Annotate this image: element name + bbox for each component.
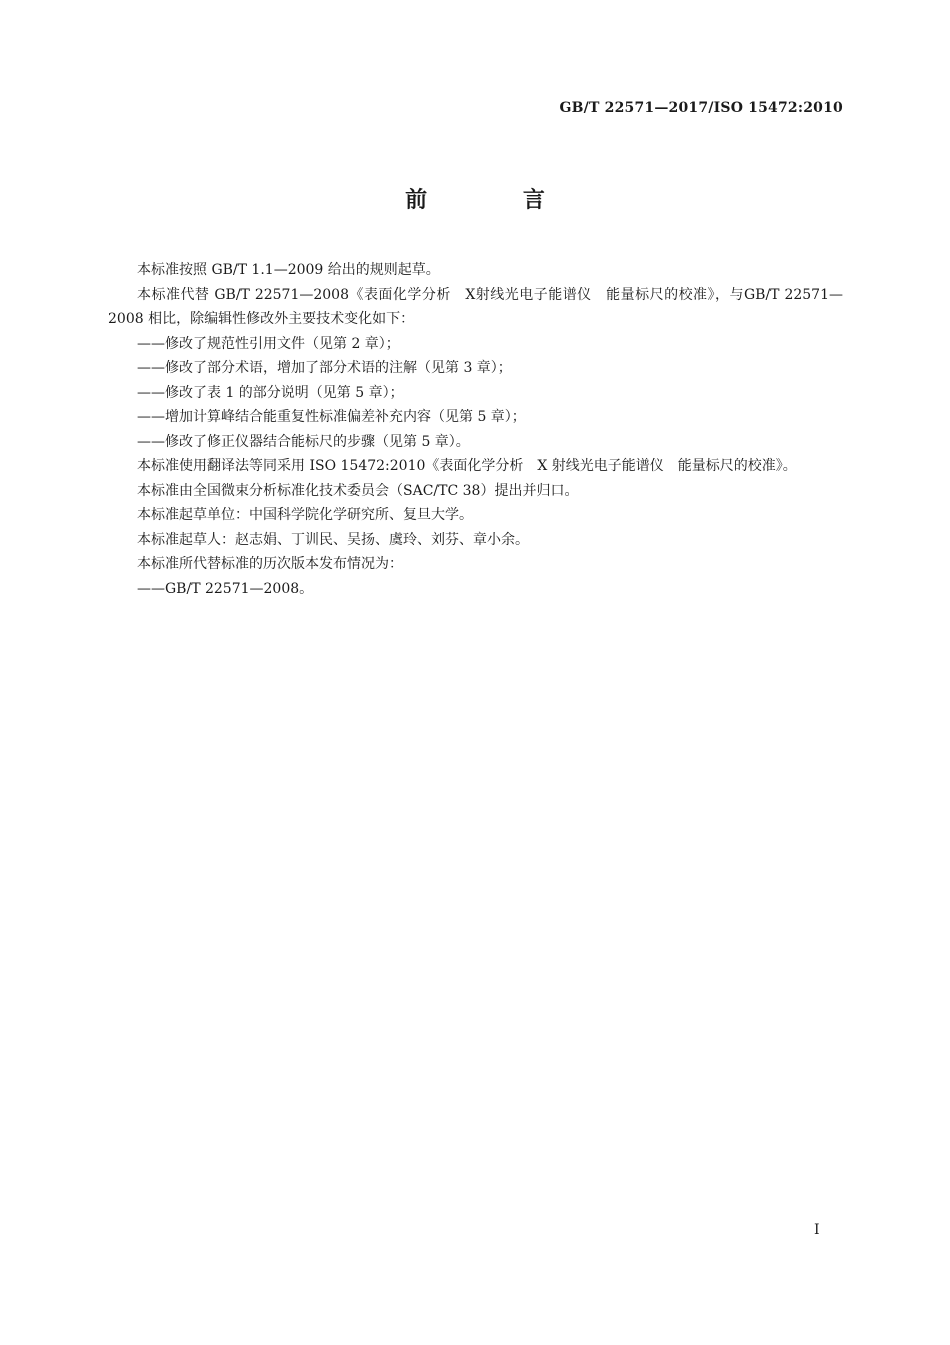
page-title: 前 言 [405, 188, 589, 213]
paragraph-proposer: 本标准由全国微束分析标准化技术委员会（SAC/TC 38）提出并归口。 [137, 482, 579, 499]
paragraph-replacement: 本标准代替 GB/T 22571—2008《表面化学分析 X射线光电子能谱仪 能量标尺的校准》，与GB/T 22571—2008 相比，除编辑性修改外主要技术变化如下： [108, 286, 843, 327]
foreword-body [108, 258, 843, 601]
paragraph-drafting-units: 本标准起草单位：中国科学院化学研究所、复旦大学。 [137, 507, 473, 523]
list-item-add-std-deviation: ——增加计算峰结合能重复性标准偏差补充内容（见第 5 章）； [137, 409, 526, 425]
page-number: I [814, 1222, 820, 1238]
paragraph-previous-editions: 本标准所代替标准的历次版本发布情况为： [137, 556, 403, 572]
paragraph-adoption: 本标准使用翻译法等同采用 ISO 15472:2010《表面化学分析 X 射线光电子能谱仪 能量标尺的校准》。 [137, 458, 797, 474]
standard-code: GB/T 22571—2017/ISO 15472:2010 [559, 100, 843, 116]
list-item-change-terms: ——修改了部分术语，增加了部分术语的注解（见第 3 章）； [137, 360, 512, 376]
paragraph-drafting-rules: 本标准按照 GB/T 1.1—2009 给出的规则起草。 [137, 262, 440, 278]
list-item-change-table1: ——修改了表 1 的部分说明（见第 5 章）； [137, 384, 404, 401]
list-item-change-correction-steps: ——修改了修正仪器结合能标尺的步骤（见第 5 章）。 [137, 433, 470, 450]
list-item-previous-edition: ——GB/T 22571—2008。 [137, 580, 314, 597]
list-item-change-references: ——修改了规范性引用文件（见第 2 章）； [137, 335, 400, 352]
paragraph-drafters: 本标准起草人：赵志娟、丁训民、吴扬、虞玲、刘芬、章小余。 [137, 531, 529, 548]
